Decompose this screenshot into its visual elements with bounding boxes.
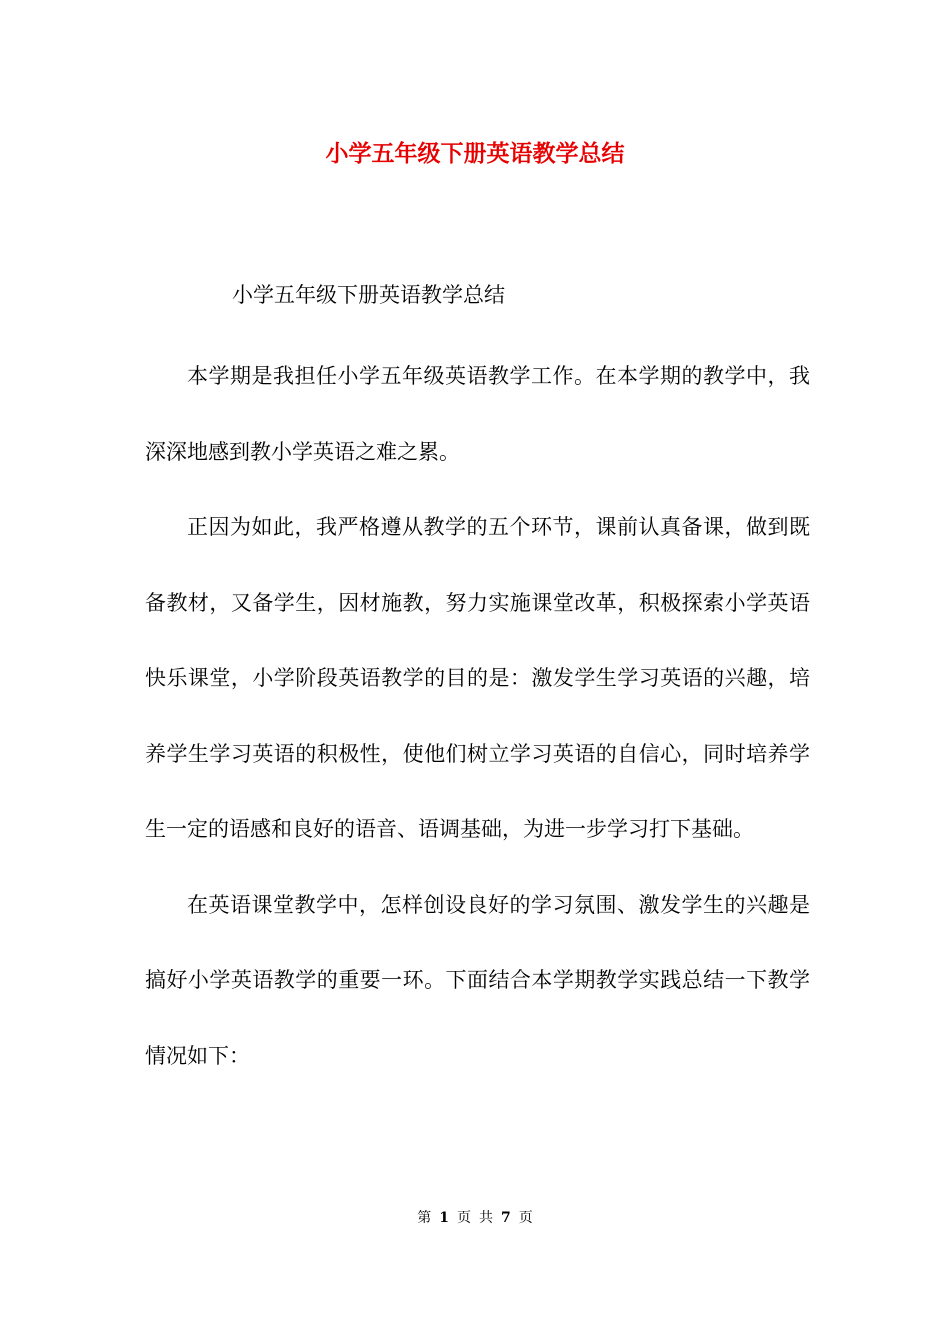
footer-unit-label: 页	[457, 1210, 471, 1226]
document-title: 小学五年级下册英语教学总结	[325, 140, 625, 167]
footer-total-label: 共	[479, 1210, 493, 1226]
footer-total-pages: 7	[501, 1210, 511, 1226]
footer-unit-end-label: 页	[518, 1210, 533, 1226]
paragraph-2: 正因为如此，我严格遵从教学的五个环节，课前认真备课，做到既备教材，又备学生，因材施教，努力实施课堂改革，积极探索小学英语快乐课堂，小学阶段英语教学的目的是：激发学生学习英语的兴趣，培养学生学习英语的积极性，使他们树立学习英语的自信心，同时培养学生一定的语感和良好的语音、语调基础，为进一步学习打下基础。	[145, 515, 810, 841]
document-body	[145, 339, 810, 1094]
footer-current-page: 1	[439, 1210, 449, 1226]
paragraph-3: 在英语课堂教学中，怎样创设良好的学习氛围、激发学生的兴趣是搞好小学英语教学的重要一环。下面结合本学期教学实践总结一下教学情况如下：	[145, 892, 810, 1068]
footer-page-label: 第	[417, 1210, 432, 1226]
document-subtitle: 小学五年级下册英语教学总结	[232, 283, 505, 307]
page-footer	[0, 1206, 950, 1230]
paragraph-1: 本学期是我担任小学五年级英语教学工作。在本学期的教学中，我深深地感到教小学英语之难之累。	[145, 364, 810, 464]
